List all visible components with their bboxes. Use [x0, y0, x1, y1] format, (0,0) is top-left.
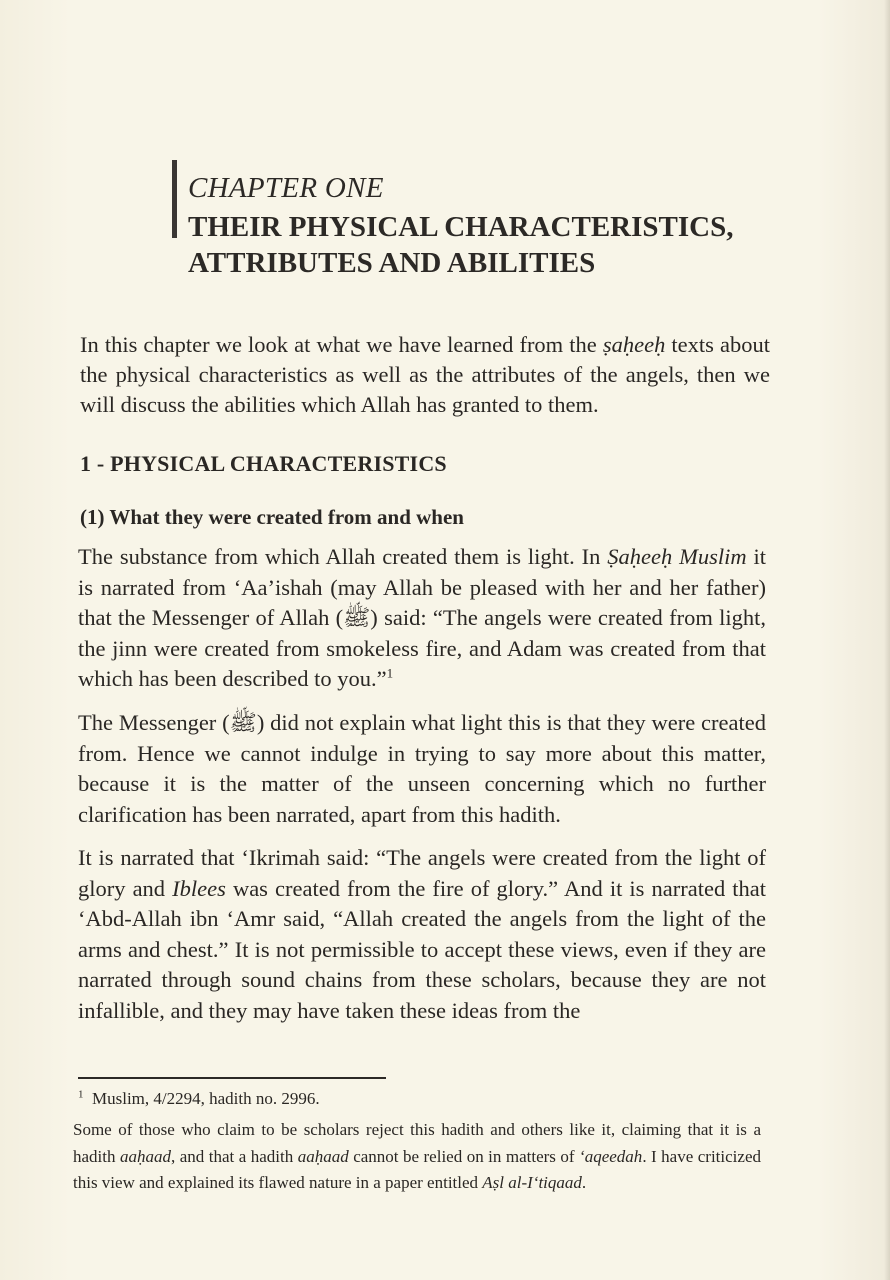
chapter-title-line-1: THEIR PHYSICAL CHARACTERISTICS,	[188, 211, 734, 243]
chapter-heading-bar	[172, 160, 177, 238]
sub-heading: (1) What they were created from and when	[80, 505, 464, 529]
body-paragraph-1	[78, 542, 766, 695]
page-edge-shadow	[884, 0, 890, 1280]
fn-term-2: aaḥaad	[297, 1146, 349, 1166]
chapter-number: CHAPTER ONE	[188, 172, 384, 204]
p1-source: Ṣaḥeeḥ Muslim	[607, 544, 747, 569]
p1-text-a: The substance from which Allah created them is light. In	[78, 544, 608, 569]
p3-text-a: It is narrated that ‘Ikrimah said: “The angels were created from the light of glory and	[78, 845, 766, 901]
body-paragraph-3	[78, 843, 766, 1026]
fn-term-3: ‘aqeedah	[579, 1146, 643, 1166]
intro-paragraph	[80, 330, 770, 420]
section-heading: 1 - PHYSICAL CHARACTERISTICS	[80, 451, 447, 476]
footnote-ref[interactable]: 1	[386, 665, 394, 681]
fn-paper-title: Aṣl al-I‘tiqaad	[482, 1173, 582, 1192]
intro-term: ṣaḥeeḥ	[602, 332, 666, 357]
fn-term-1: aaḥaad	[119, 1146, 171, 1166]
p1-text-b: it is narrated from ‘Aa’ishah (may Allah be pleased with her and her father) that the Messenger of Allah (ﷺ) said: “The angels were created from light, the jinn were created from smokeless fire, and Adam was created from that which has been described to you.”	[78, 544, 766, 691]
fn-note-c: cannot be relied on in matters of	[348, 1146, 580, 1166]
intro-text-b: texts about the physical characteristics as well as the attributes of the angels, then we will discuss the abilities which Allah has granted to them.	[80, 332, 771, 417]
footnote-1	[78, 1089, 320, 1109]
body-paragraph-2: The Messenger (ﷺ) did not explain what light this is that they were created from. Hence we cannot indulge in trying to say more about this matter, because it is the matter of the unseen concerning which no further clarification has been narrated, apart from this hadith.	[78, 710, 766, 827]
footnote-note	[73, 1117, 761, 1197]
chapter-title-line-2: ATTRIBUTES AND ABILITIES	[188, 247, 596, 279]
p3-text-b: was created from the fire of glory.” And it is narrated that ‘Abd-Allah ibn ‘Amr said, “Allah created the angels from the light of the arms and chest.” It is not permissible to accept these views, even if they are narrated through sound chains from these scholars, because they are not infallible, and they may have taken these ideas from the	[78, 875, 767, 1023]
fn-note-e: .	[581, 1173, 587, 1192]
footnote-divider	[78, 1077, 386, 1079]
fn-note-a: Some of those who claim to be scholars reject this hadith and others like it, claiming that it is a hadith	[73, 1120, 761, 1166]
footnote-citation: Muslim, 4/2294, hadith no. 2996.	[92, 1089, 320, 1108]
fn-note-b: , and that a hadith	[170, 1146, 298, 1166]
chapter-title	[188, 209, 734, 281]
p3-name: Iblees	[172, 875, 226, 901]
fn-note-d: . I have criticized this view and explained its flawed nature in a paper entitled	[73, 1146, 761, 1192]
footnote-marker: 1	[78, 1088, 84, 1101]
intro-text-a: In this chapter we look at what we have learned from the	[80, 332, 603, 357]
